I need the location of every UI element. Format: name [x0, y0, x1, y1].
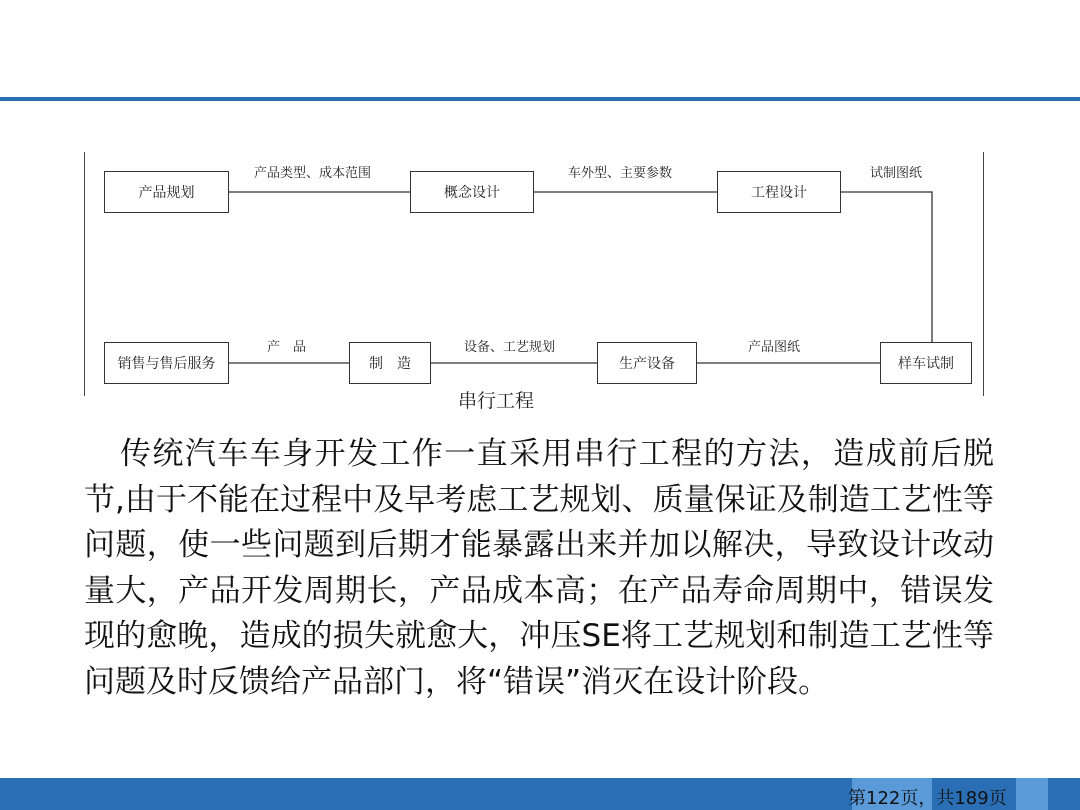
box-engineering-design: 工程设计	[717, 171, 841, 213]
label-type-cost: 产品类型、成本范围	[254, 166, 372, 181]
label-body-params: 车外型、主要参数	[568, 166, 673, 181]
box-prototype: 样车试制	[880, 342, 972, 384]
label-equipment-process: 设备、工艺规划	[464, 340, 556, 355]
serial-engineering-diagram	[84, 148, 984, 420]
page-indicator: 第122页，共189页	[848, 788, 1007, 809]
diagram-caption: 串行工程	[458, 390, 535, 412]
box-product-planning: 产品规划	[104, 171, 229, 213]
label-product: 产 品	[267, 340, 307, 355]
label-product-drawings: 产品图纸	[748, 340, 801, 355]
box-production-equipment: 生产设备	[597, 342, 697, 384]
header-rule	[0, 97, 1080, 101]
box-concept-design: 概念设计	[410, 171, 534, 213]
footer-block	[1016, 778, 1048, 810]
box-sales-service: 销售与售后服务	[104, 342, 229, 384]
label-trial-drawings: 试制图纸	[870, 166, 923, 181]
connector-engineering-prototype	[841, 192, 932, 343]
body-paragraph: 传统汽车车身开发工作一直采用串行工程的方法，造成前后脱节,由于不能在过程中及早考虑工艺规划、质量保证及制造工艺性等问题，使一些问题到后期才能暴露出来并加以解决，导致设计改动量大，产品开发周期长，产品成本高；在产品寿命周期中，错误发现的愈晚，造成的损失就愈大，冲压SE将工艺规划和制造工艺性等问题及时反馈给产品部门，将“错误”消灭在设计阶段。	[84, 436, 994, 700]
box-manufacturing: 制 造	[349, 342, 431, 384]
